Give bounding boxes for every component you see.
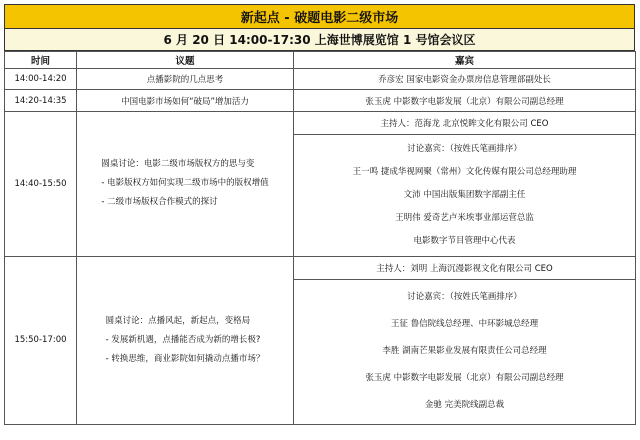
schedule-table (4, 51, 636, 425)
panel-topic: 圆桌讨论：点播风起，新起点，变格局 (105, 315, 251, 326)
panel-subtopic: - 转换思维，商业影院如何撬动点播市场？ (105, 353, 265, 364)
panel-guest-list (294, 257, 635, 423)
time-cell: 14:20-14:35 (5, 90, 77, 112)
panel-subtopic: - 发展新机遇，点播能否成为新的增长极? (105, 334, 261, 345)
panel-topic: 圆桌讨论：电影二级市场版权方的思与变 (101, 159, 255, 170)
header-row (5, 52, 636, 69)
time-cell: 14:00-14:20 (5, 69, 77, 90)
panel-row (5, 256, 636, 424)
guest-cell: 乔彦宏 国家电影资金办票房信息管理部副处长 (294, 69, 636, 90)
guest-cell: 张玉虎 中影数字电影发展（北京）有限公司副总经理 (294, 90, 636, 112)
guest-line: 金驰 完美院线副总裁 (424, 399, 505, 410)
guest-line: 文沛 中国出版集团数字部副主任 (403, 189, 526, 200)
table-row (5, 69, 636, 90)
panel-topic-cell (77, 256, 294, 424)
time-cell: 14:40-15:50 (5, 112, 77, 257)
guest-line: 李胜 湖南芒果影业发展有限责任公司总经理 (382, 345, 547, 356)
guest-line: 王明伟 爱奇艺卢米埃事业部运营总监 (395, 212, 534, 223)
table-row (5, 90, 636, 112)
topic-cell: 点播影院的几点思考 (77, 69, 294, 90)
guest-line: 电影数字节目管理中心代表 (413, 235, 516, 246)
panel-guest-list (294, 112, 635, 256)
panel-subtopic: - 电影版权方如何实现二级市场中的版权增值 (101, 178, 269, 189)
event-title: 新起点 - 破题电影二级市场 (4, 4, 635, 29)
panel-topic-lines (101, 155, 268, 212)
topic-header: 议题 (77, 52, 294, 69)
panel-subtopic: - 二级市场版权合作模式的探讨 (101, 197, 218, 208)
guests-header: 嘉宾 (294, 52, 636, 69)
time-header: 时间 (5, 52, 77, 69)
guest-line: 张玉虎 中影数字电影发展（北京）有限公司副总经理 (365, 372, 564, 383)
guest-block (294, 134, 635, 256)
topic-cell: 中国电影市场如何“破局”增加活力 (77, 90, 294, 112)
panel-topic-cell (77, 112, 294, 257)
guests-intro: 讨论嘉宾：（按姓氏笔画排序） (407, 143, 522, 154)
panel-guests-cell (294, 256, 636, 424)
panel-topic-lines (106, 312, 265, 369)
panel-guests-cell (294, 112, 636, 257)
host-line: 主持人：范海龙 北京悦眸文化有限公司 CEO (294, 112, 635, 134)
guest-block (294, 279, 635, 423)
time-cell: 15:50-17:00 (5, 256, 77, 424)
guest-line: 王征 鲁信院线总经理、中环影城总经理 (390, 318, 539, 329)
event-date-venue: 6 月 20 日 14:00-17:30 上海世博展览馆 1 号馆会议区 (4, 29, 635, 51)
panel-row (5, 112, 636, 257)
guests-intro: 讨论嘉宾：（按姓氏笔画排序） (407, 291, 522, 302)
guest-line: 王一鸣 捷成华视网聚（常州）文化传媒有限公司总经理助理 (352, 166, 577, 177)
schedule-sheet (4, 4, 635, 435)
host-line: 主持人：刘明 上海沉漫影视文化有限公司 CEO (294, 257, 635, 279)
